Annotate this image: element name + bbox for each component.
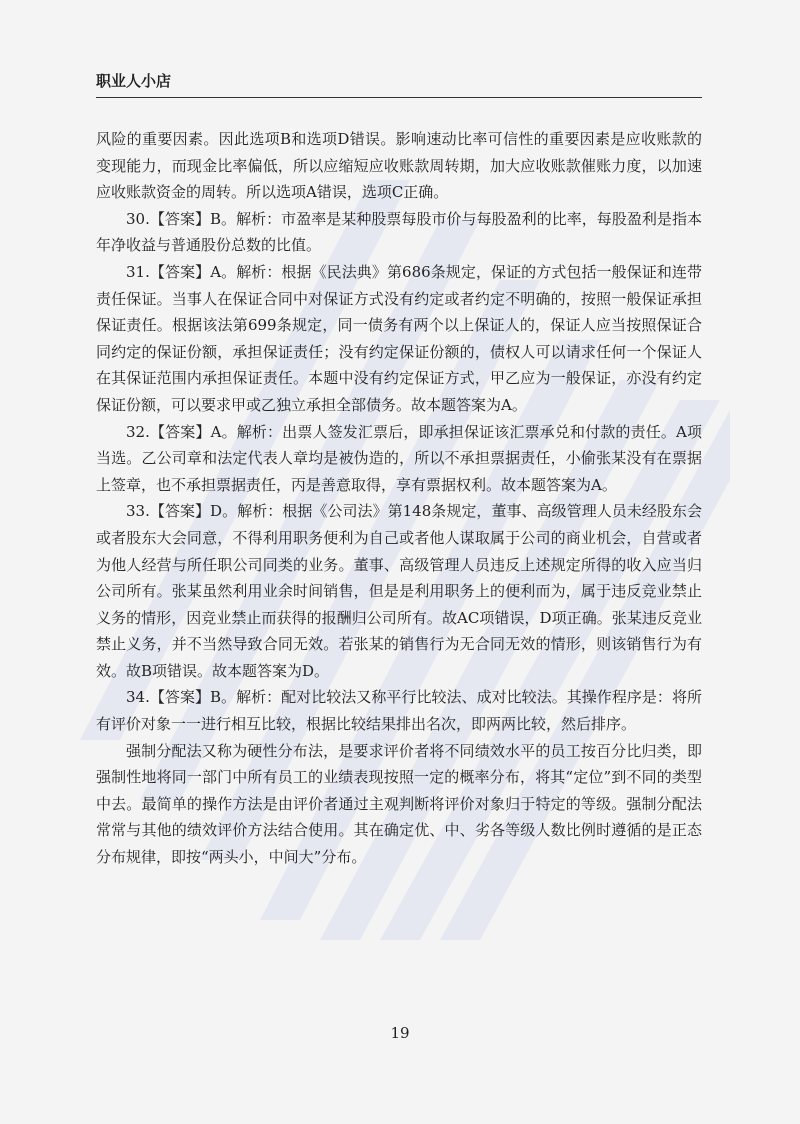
paragraph-answer-34: 34.【答案】B。解析：配对比较法又称平行比较法、成对比较法。其操作程序是：将所有评价对象一一进行相互比较，根据比较结果排出名次，即两两比较，然后排序。 [96, 688, 702, 734]
page-header [96, 70, 702, 98]
document-body [96, 126, 702, 871]
paragraph-answer-33: 33.【答案】D。解析：根据《公司法》第148条规定，董事、高级管理人员未经股东会或者股东大会同意，不得利用职务便利为自己或者他人谋取属于公司的商业机会，自营或者为他人经营与所任职公司同类的业务。董事、高级管理人员违反上述规定所得的收入应当归公司所有。张某虽然利用业余时间销售，但是是利用职务上的便利而为，属于违反竞业禁止义务的情形，因竞业禁止而获得的报酬归公司所有。故AC项错误，D项正确。张某违反竞业禁止义务，并不当然导致合同无效。若张某的销售行为无合同无效的情形，则该销售行为有效。故B项错误。故本题答案为D。 [96, 502, 702, 680]
paragraph-continuation: 风险的重要因素。因此选项B和选项D错误。影响速动比率可信性的重要因素是应收账款的变现能力，而现金比率偏低，所以应缩短应收账款周转期，加大应收账款催账力度，以加速应收账款资金的周转。所以选项A错误，选项C正确。 [96, 130, 702, 202]
paragraph-answer-32: 32.【答案】A。解析：出票人签发汇票后，即承担保证该汇票承兑和付款的责任。A项当选。乙公司章和法定代表人章均是被伪造的，所以不承担票据责任，小偷张某没有在票据上签章，也不承担票据责任，丙是善意取得，享有票据权利。故本题答案为A。 [96, 422, 702, 494]
paragraph-answer-30: 30.【答案】B。解析：市盈率是某种股票每股市价与每股盈利的比率，每股盈利是指本年净收益与普通股份总数的比值。 [96, 209, 702, 255]
paragraph-forced-distribution: 强制分配法又称为硬性分布法，是要求评价者将不同绩效水平的员工按百分比归类，即强制性地将同一部门中所有员工的业绩表现按照一定的概率分布，将其“定位”到不同的类型中去。最简单的操作方法是由评价者通过主观判断将评价对象归于特定的等级。强制分配法常常与其他的绩效评价方法结合使用。其在确定优、中、劣各等级人数比例时遵循的是正态分布规律，即按“两头小，中间大”分布。 [96, 741, 702, 867]
header-title: 职业人小店 [96, 72, 172, 90]
paragraph-answer-31: 31.【答案】A。解析：根据《民法典》第686条规定，保证的方式包括一般保证和连带责任保证。当事人在保证合同中对保证方式没有约定或者约定不明确的，按照一般保证承担保证责任。根据该法第699条规定，同一债务有两个以上保证人的，保证人应当按照保证合同约定的保证份额，承担保证责任；没有约定保证份额的，债权人可以请求任何一个保证人在其保证范围内承担保证责任。本题中没有约定保证方式，甲乙应为一般保证，亦没有约定保证份额，可以要求甲或乙独立承担全部债务。故本题答案为A。 [96, 262, 702, 414]
page-number: 19 [390, 1024, 410, 1042]
